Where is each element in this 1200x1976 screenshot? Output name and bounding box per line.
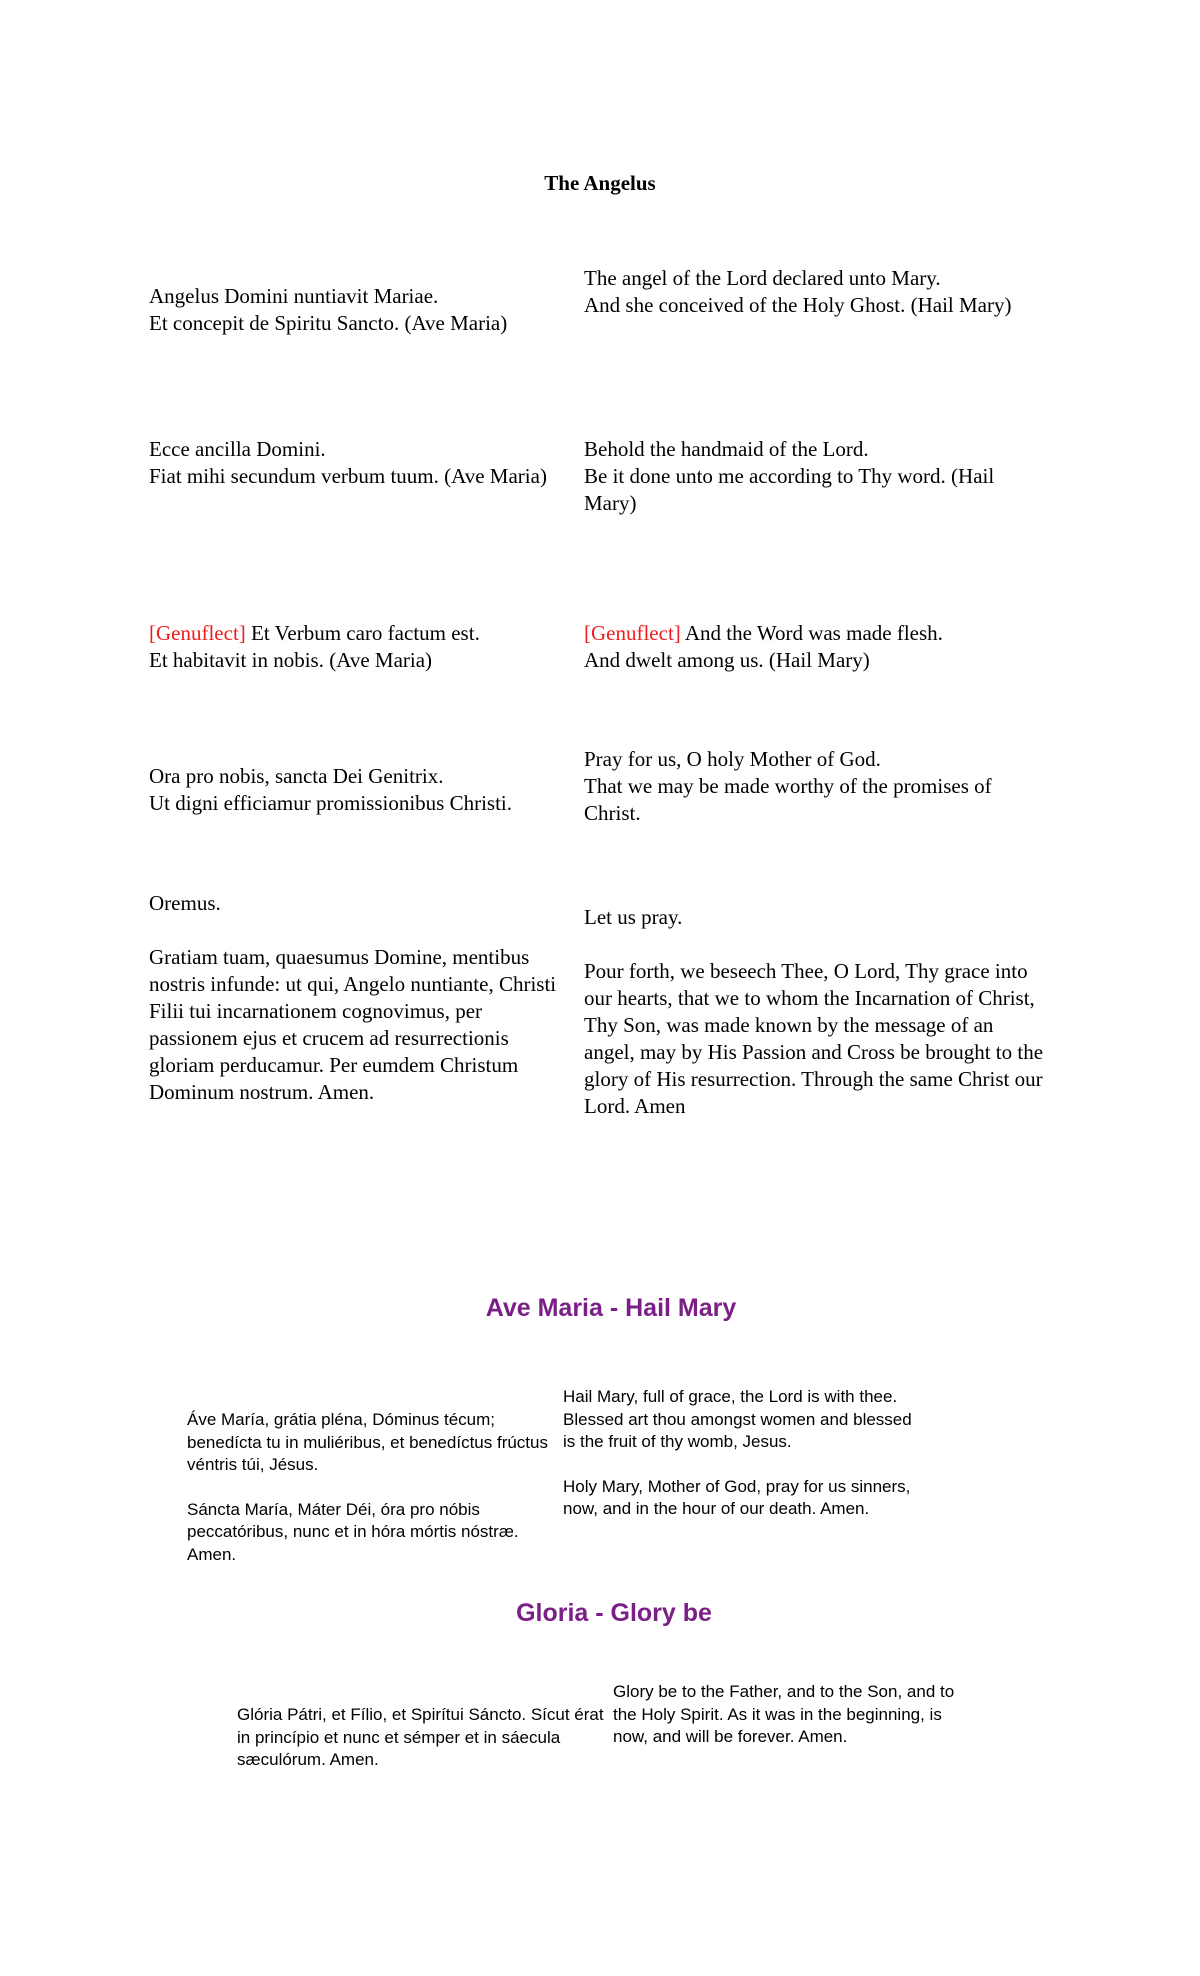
angelus-verse-2-latin: Ecce ancilla Domini. Fiat mihi secundum verbum tuum. (Ave Maria) [149, 437, 547, 488]
ave-maria-english: Hail Mary, full of grace, the Lord is with thee. Blessed art thou amongst women and blessed is the fruit of thy womb, Jesus. Holy Mary, Mother of God, pray for us sinners, now, and in the hour of our death. Amen. [563, 1387, 912, 1518]
genuflect-rubric: [Genuflect] [584, 621, 681, 645]
angelus-verse-2-english: Behold the handmaid of the Lord. Be it done unto me according to Thy word. (Hail Mary) [584, 437, 995, 515]
angelus-verse-3-english: [Genuflect] And the Word was made flesh. And dwelt among us. (Hail Mary) [584, 621, 943, 672]
gloria-latin: Glória Pátri, et Fílio, et Spirítui Sáncto. Sícut érat in princípio et nunc et sémper et in sáecula sæculórum. Amen. [237, 1705, 604, 1769]
angelus-prayer-latin: Oremus. Gratiam tuam, quaesumus Domine, mentibus nostris infunde: ut qui, Angelo nuntiante, Christi Filii tui incarnationem cognovimus, per passionem ejus et crucem ad resurrectionis gloriam perducamur. Per eumdem Christum Dominum nostrum. Amen. [149, 891, 557, 1104]
angelus-prayer-english: Let us pray. Pour forth, we beseech Thee, O Lord, Thy grace into our hearts, that we to whom the Incarnation of Christ, Thy Son, was made known by the message of an angel, may by His Passion and Cross be brought to the glory of His resurrection. Through the same Christ our Lord. Amen [584, 905, 1044, 1118]
angelus-verse-4-english: Pray for us, O holy Mother of God. That we may be made worthy of the promises of Christ. [584, 747, 992, 825]
angelus-verse-4-latin: Ora pro nobis, sancta Dei Genitrix. Ut digni efficiamur promissionibus Christi. [149, 764, 513, 815]
angelus-verse-3-latin: [Genuflect] Et Verbum caro factum est. Et habitavit in nobis. (Ave Maria) [149, 621, 480, 672]
angelus-verse-1-latin: Angelus Domini nuntiavit Mariae. Et concepit de Spiritu Sancto. (Ave Maria) [149, 284, 508, 335]
section-title-ave-maria: Ave Maria - Hail Mary [485, 1294, 737, 1322]
page-title: The Angelus [544, 171, 656, 195]
gloria-english: Glory be to the Father, and to the Son, and to the Holy Spirit. As it was in the beginning, is now, and will be forever. Amen. [613, 1682, 955, 1746]
angelus-verse-1-english: The angel of the Lord declared unto Mary. And she conceived of the Holy Ghost. (Hail Mary) [584, 266, 1012, 317]
section-title-gloria: Gloria - Glory be [516, 1599, 712, 1627]
genuflect-rubric: [Genuflect] [149, 621, 246, 645]
ave-maria-latin: Áve María, grátia pléna, Dóminus técum; benedícta tu in muliéribus, et benedíctus frúctus véntris túi, Jésus. Sáncta María, Máter Déi, óra pro nóbis peccatóribus, nunc et in hóra mórtis nóstræ. Amen. [187, 1410, 548, 1564]
